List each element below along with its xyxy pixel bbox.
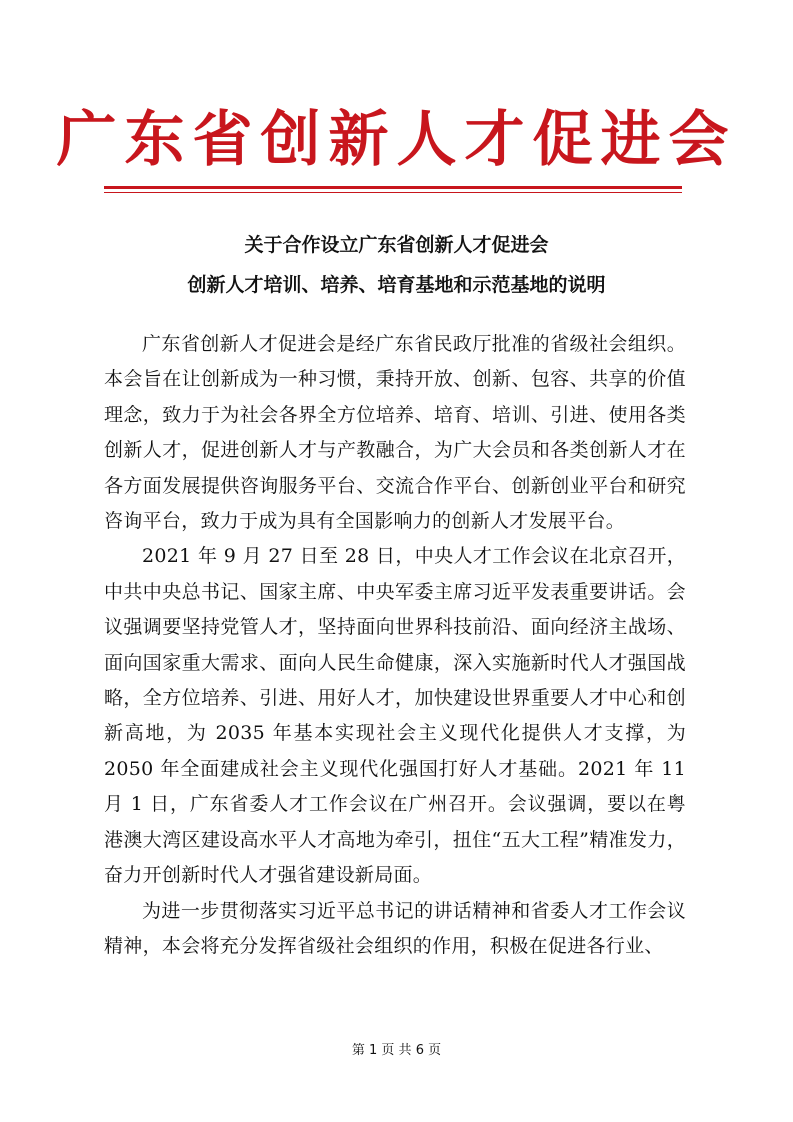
document-body [104, 327, 686, 964]
letterhead-org-name: 广东省创新人才促进会 [56, 105, 737, 175]
body-paragraph-1: 广东省创新人才促进会是经广东省民政厅批准的省级社会组织。本会旨在让创新成为一种习惯，秉持开放、创新、包容、共享的价值理念，致力于为社会各界全方位培养、培育、培训、引进、使用各类创新人才，促进创新人才与产教融合，为广大会员和各类创新人才在各方面发展提供咨询服务平台、交流合作平台、创新创业平台和研究咨询平台，致力于成为具有全国影响力的创新人才发展平台。 [104, 333, 686, 533]
page-number: 第 1 页 共 6 页 [351, 1043, 442, 1058]
document-title-line-1: 关于合作设立广东省创新人才促进会 [244, 234, 549, 256]
letterhead-rule-thin [104, 192, 682, 193]
letterhead-rule-thick [104, 186, 682, 189]
document-title-line-2: 创新人才培训、培养、培育基地和示范基地的说明 [187, 274, 606, 296]
body-paragraph-3: 为进一步贯彻落实习近平总书记的讲话精神和省委人才工作会议精神，本会将充分发挥省级社会组织的作用，积极在促进各行业、 [104, 899, 686, 957]
body-paragraph-2: 2021 年 9 月 27 日至 28 日，中央人才工作会议在北京召开，中共中央总书记、国家主席、中央军委主席习近平发表重要讲话。会议强调要坚持党管人才，坚持面向世界科技前沿、面向经济主战场、面向国家重大需求、面向人民生命健康，深入实施新时代人才强国战略，全方位培养、引进、用好人才，加快建设世界重要人才中心和创新高地，为 2035 年基本实现社会主义现代化提供人才支撑，为 2050 年全面建成社会主义现代化强国打好人才基础。2021 年 11 月 1 日，广东省委人才工作会议在广州召开。会议强调，要以在粤港澳大湾区建设高水平人才高地为牵引，扭住“五大工程”精准发力，奋力开创新时代人才强省建设新局面。 [104, 545, 686, 887]
